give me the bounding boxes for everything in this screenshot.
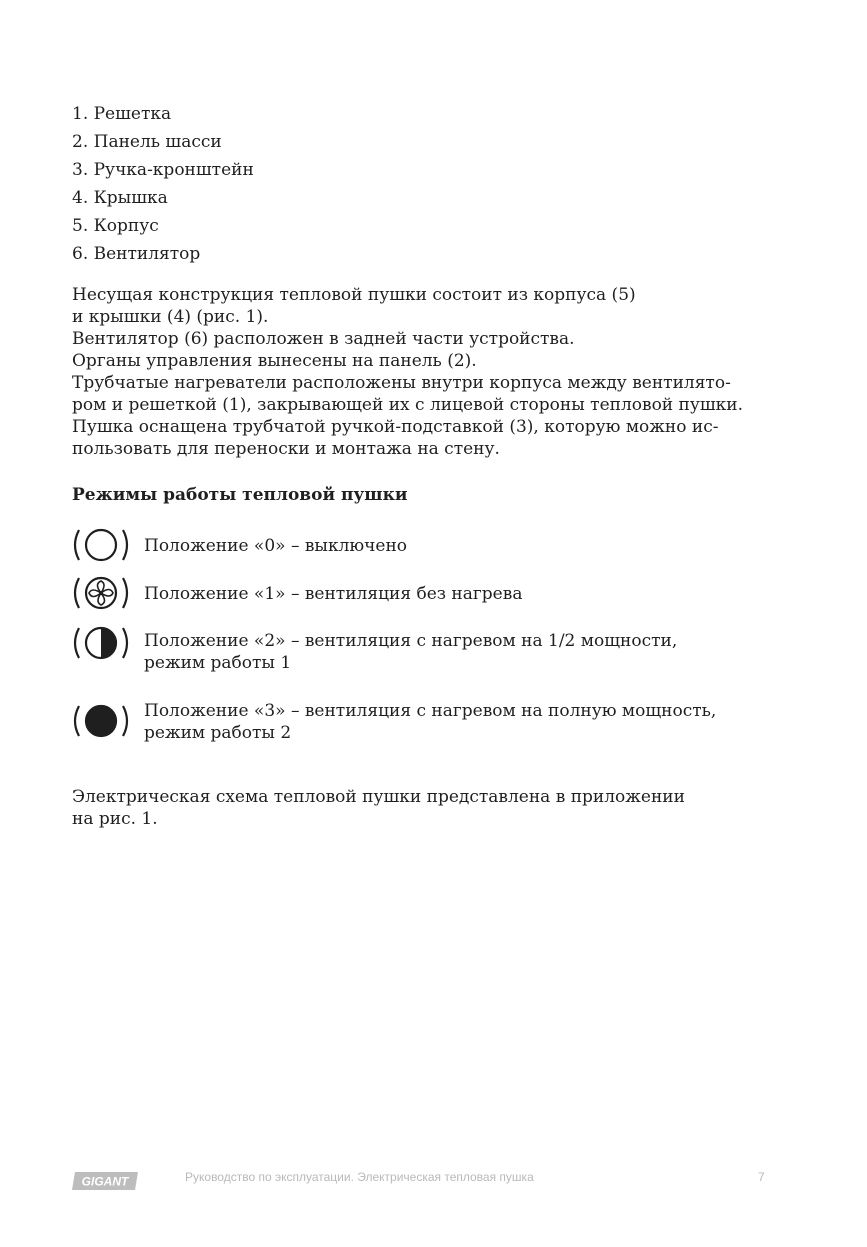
paragraph-line: ром и решеткой (1), закрывающей их с лицевой стороны тепловой пушки. bbox=[72, 395, 744, 415]
full-circle-icon bbox=[70, 702, 132, 740]
page-number: 7 bbox=[758, 1170, 765, 1184]
paragraph-line: Электрическая схема тепловой пушки представлена в приложении bbox=[72, 787, 685, 807]
list-item: 6. Вентилятор bbox=[72, 244, 201, 264]
half-circle-icon bbox=[70, 624, 132, 662]
mode-label: режим работы 2 bbox=[144, 723, 292, 743]
mode-label: Положение «0» – выключено bbox=[144, 536, 408, 556]
list-item: 3. Ручка-кронштейн bbox=[72, 160, 254, 180]
list-item: 4. Крышка bbox=[72, 188, 168, 208]
mode-label: Положение «2» – вентиляция с нагревом на 1/2 мощности, bbox=[144, 631, 678, 651]
modes-heading: Режимы работы тепловой пушки bbox=[72, 485, 408, 505]
fan-icon bbox=[70, 574, 132, 612]
mode-label: режим работы 1 bbox=[144, 653, 292, 673]
paragraph-line: пользовать для переноски и монтажа на стену. bbox=[72, 439, 500, 459]
logo-text: GIGANT bbox=[81, 1174, 129, 1189]
list-item: 2. Панель шасси bbox=[72, 132, 222, 152]
empty-circle-icon bbox=[70, 526, 132, 564]
paragraph-line: Пушка оснащена трубчатой ручкой-подставкой (3), которую можно ис- bbox=[72, 417, 719, 437]
paragraph-line: Несущая конструкция тепловой пушки состоит из корпуса (5) bbox=[72, 285, 636, 305]
paragraph-line: Трубчатые нагреватели расположены внутри корпуса между вентилято- bbox=[72, 373, 731, 393]
footer-title: Руководство по эксплуатации. Электрическая тепловая пушка bbox=[185, 1170, 534, 1184]
list-item: 5. Корпус bbox=[72, 216, 159, 236]
list-item: 1. Решетка bbox=[72, 104, 172, 124]
parts-list bbox=[72, 100, 254, 268]
paragraph-line: и крышки (4) (рис. 1). bbox=[72, 307, 269, 327]
schematic-note bbox=[72, 786, 685, 830]
paragraph-line: на рис. 1. bbox=[72, 809, 158, 829]
mode-label: Положение «3» – вентиляция с нагревом на полную мощность, bbox=[144, 701, 717, 721]
paragraph-line: Органы управления вынесены на панель (2). bbox=[72, 351, 477, 371]
page-footer bbox=[0, 1164, 867, 1194]
mode-label: Положение «1» – вентиляция без нагрева bbox=[144, 584, 523, 604]
gigant-logo bbox=[72, 1172, 138, 1190]
construction-description bbox=[72, 284, 792, 460]
paragraph-line: Вентилятор (6) расположен в задней части устройства. bbox=[72, 329, 575, 349]
